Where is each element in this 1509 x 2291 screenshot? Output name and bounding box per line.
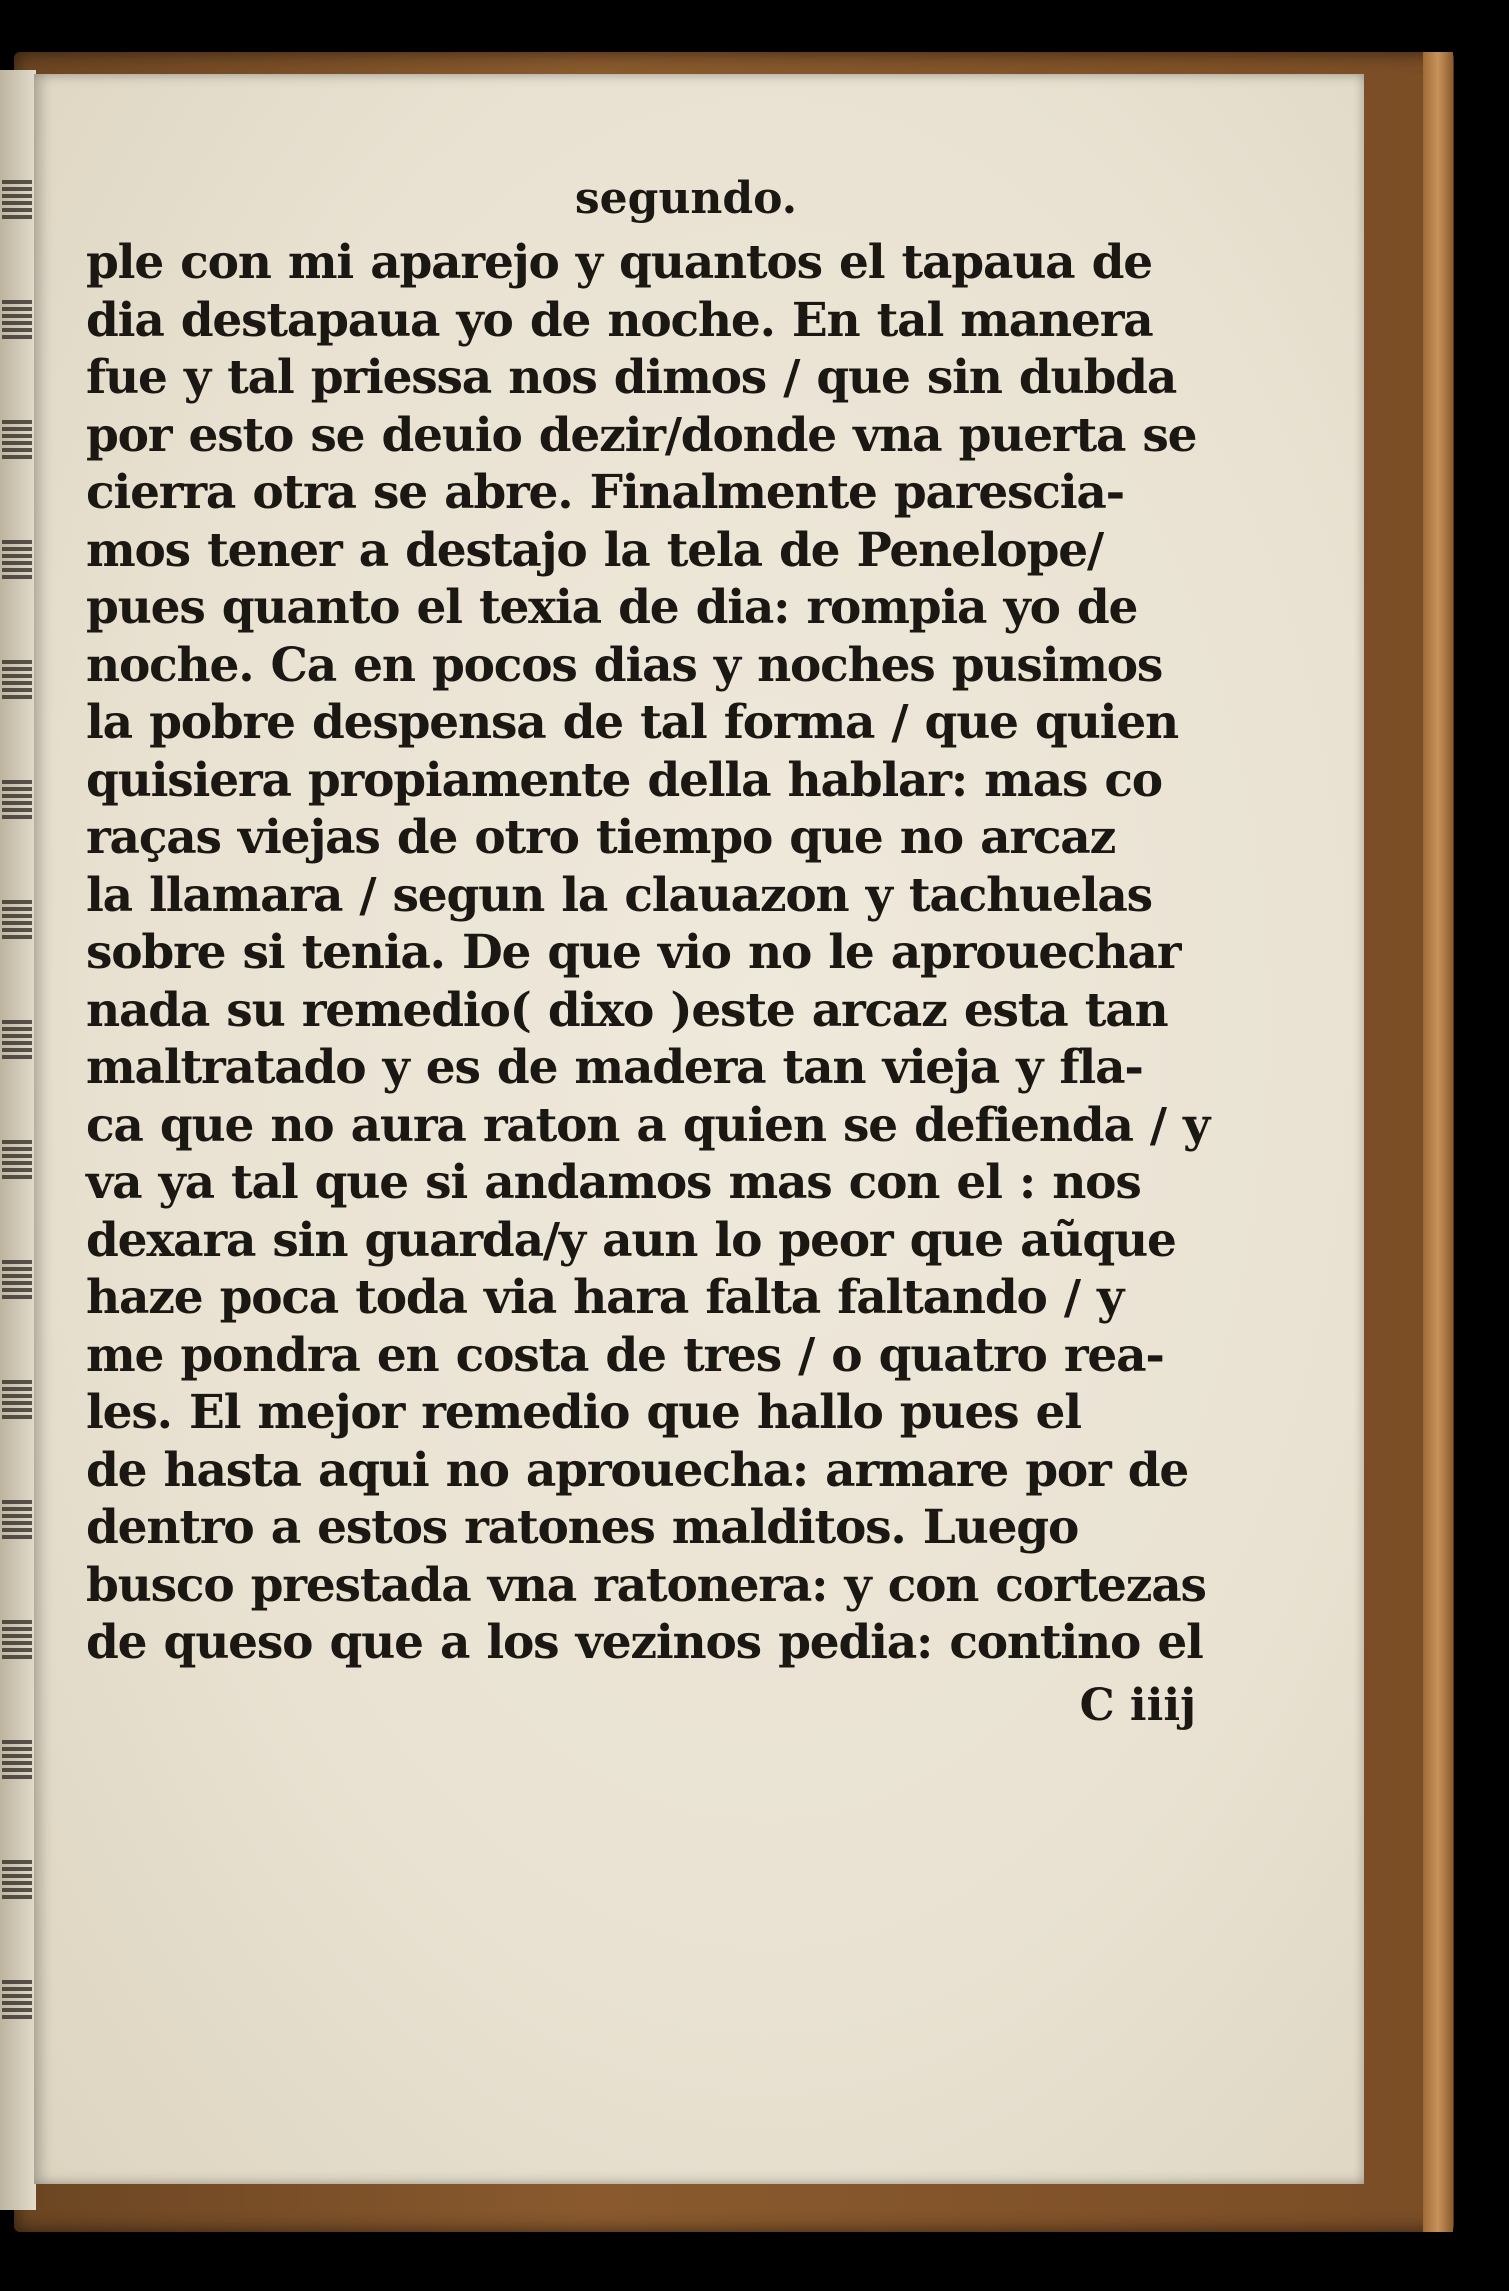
binding-edge: [1423, 52, 1453, 2232]
text-line: la pobre despensa de tal forma / que quien: [86, 695, 1178, 750]
text-line: cierra otra se abre. Finalmente parescia-: [86, 465, 1124, 520]
text-line: de queso que a los vezinos pedia: contino el: [86, 1615, 1203, 1670]
text-line: la llamara / segun la clauazon y tachuelas: [86, 867, 1152, 923]
facing-text-fragment: [2, 1620, 32, 1660]
facing-text-fragment: [2, 300, 32, 340]
text-line: les. El mejor remedio que hallo pues el: [86, 1385, 1081, 1440]
text-line: sobre si tenia. De que vio no le aprouechar: [86, 925, 1181, 980]
text-line: noche. Ca en pocos dias y noches pusimos: [86, 637, 1163, 693]
text-block: [86, 166, 1266, 1736]
printed-page: [34, 74, 1364, 2184]
facing-text-fragment: [2, 1260, 32, 1300]
facing-text-fragment: [2, 1380, 32, 1420]
facing-text-fragment: [2, 780, 32, 820]
signature-mark: C iiij: [1079, 1679, 1196, 1731]
text-line: quisiera propiamente della hablar: mas co: [86, 752, 1162, 808]
text-line: dexara sin guarda/y aun lo peor que aũque: [86, 1212, 1176, 1268]
facing-text-fragment: [2, 660, 32, 700]
facing-page-edge: [0, 70, 36, 2210]
text-line: pues quanto el texia de dia: rompia yo de: [86, 580, 1138, 635]
facing-text-fragment: [2, 1740, 32, 1780]
text-line: de hasta aqui no aprouecha: armare por de: [86, 1442, 1189, 1498]
running-head: segundo.: [574, 173, 798, 224]
text-line: haze poca toda via hara falta faltando / y: [86, 1270, 1124, 1325]
text-line: raças viejas de otro tiempo que no arcaz: [86, 810, 1116, 865]
facing-text-fragment: [2, 1860, 32, 1900]
facing-text-fragment: [2, 420, 32, 460]
text-line: dia destapaua yo de noche. En tal manera: [86, 292, 1153, 348]
facing-text-fragment: [2, 180, 32, 220]
text-line: busco prestada vna ratonera: y con cortezas: [86, 1557, 1206, 1613]
text-line: me pondra en costa de tres / o quatro rea-: [86, 1327, 1164, 1383]
facing-text-fragment: [2, 540, 32, 580]
text-line: nada su remedio( dixo )este arcaz esta tan: [86, 982, 1168, 1038]
facing-text-fragment: [2, 1980, 32, 2020]
text-line: va ya tal que si andamos mas con el : nos: [86, 1155, 1141, 1210]
text-line: maltratado y es de madera tan vieja y fla-: [86, 1040, 1143, 1095]
text-line: fue y tal priessa nos dimos / que sin dubda: [86, 350, 1177, 405]
text-line: por esto se deuio dezir/donde vna puerta se: [86, 407, 1197, 463]
text-line: ple con mi aparejo y quantos el tapaua de: [86, 235, 1152, 290]
text-line: mos tener a destajo la tela de Penelope/: [86, 522, 1103, 578]
facing-text-fragment: [2, 900, 32, 940]
facing-text-fragment: [2, 1020, 32, 1060]
text-line: ca que no aura raton a quien se defienda / y: [86, 1097, 1210, 1153]
text-line: dentro a estos ratones malditos. Luego: [86, 1500, 1079, 1555]
facing-text-fragment: [2, 1140, 32, 1180]
facing-text-fragment: [2, 1500, 32, 1540]
